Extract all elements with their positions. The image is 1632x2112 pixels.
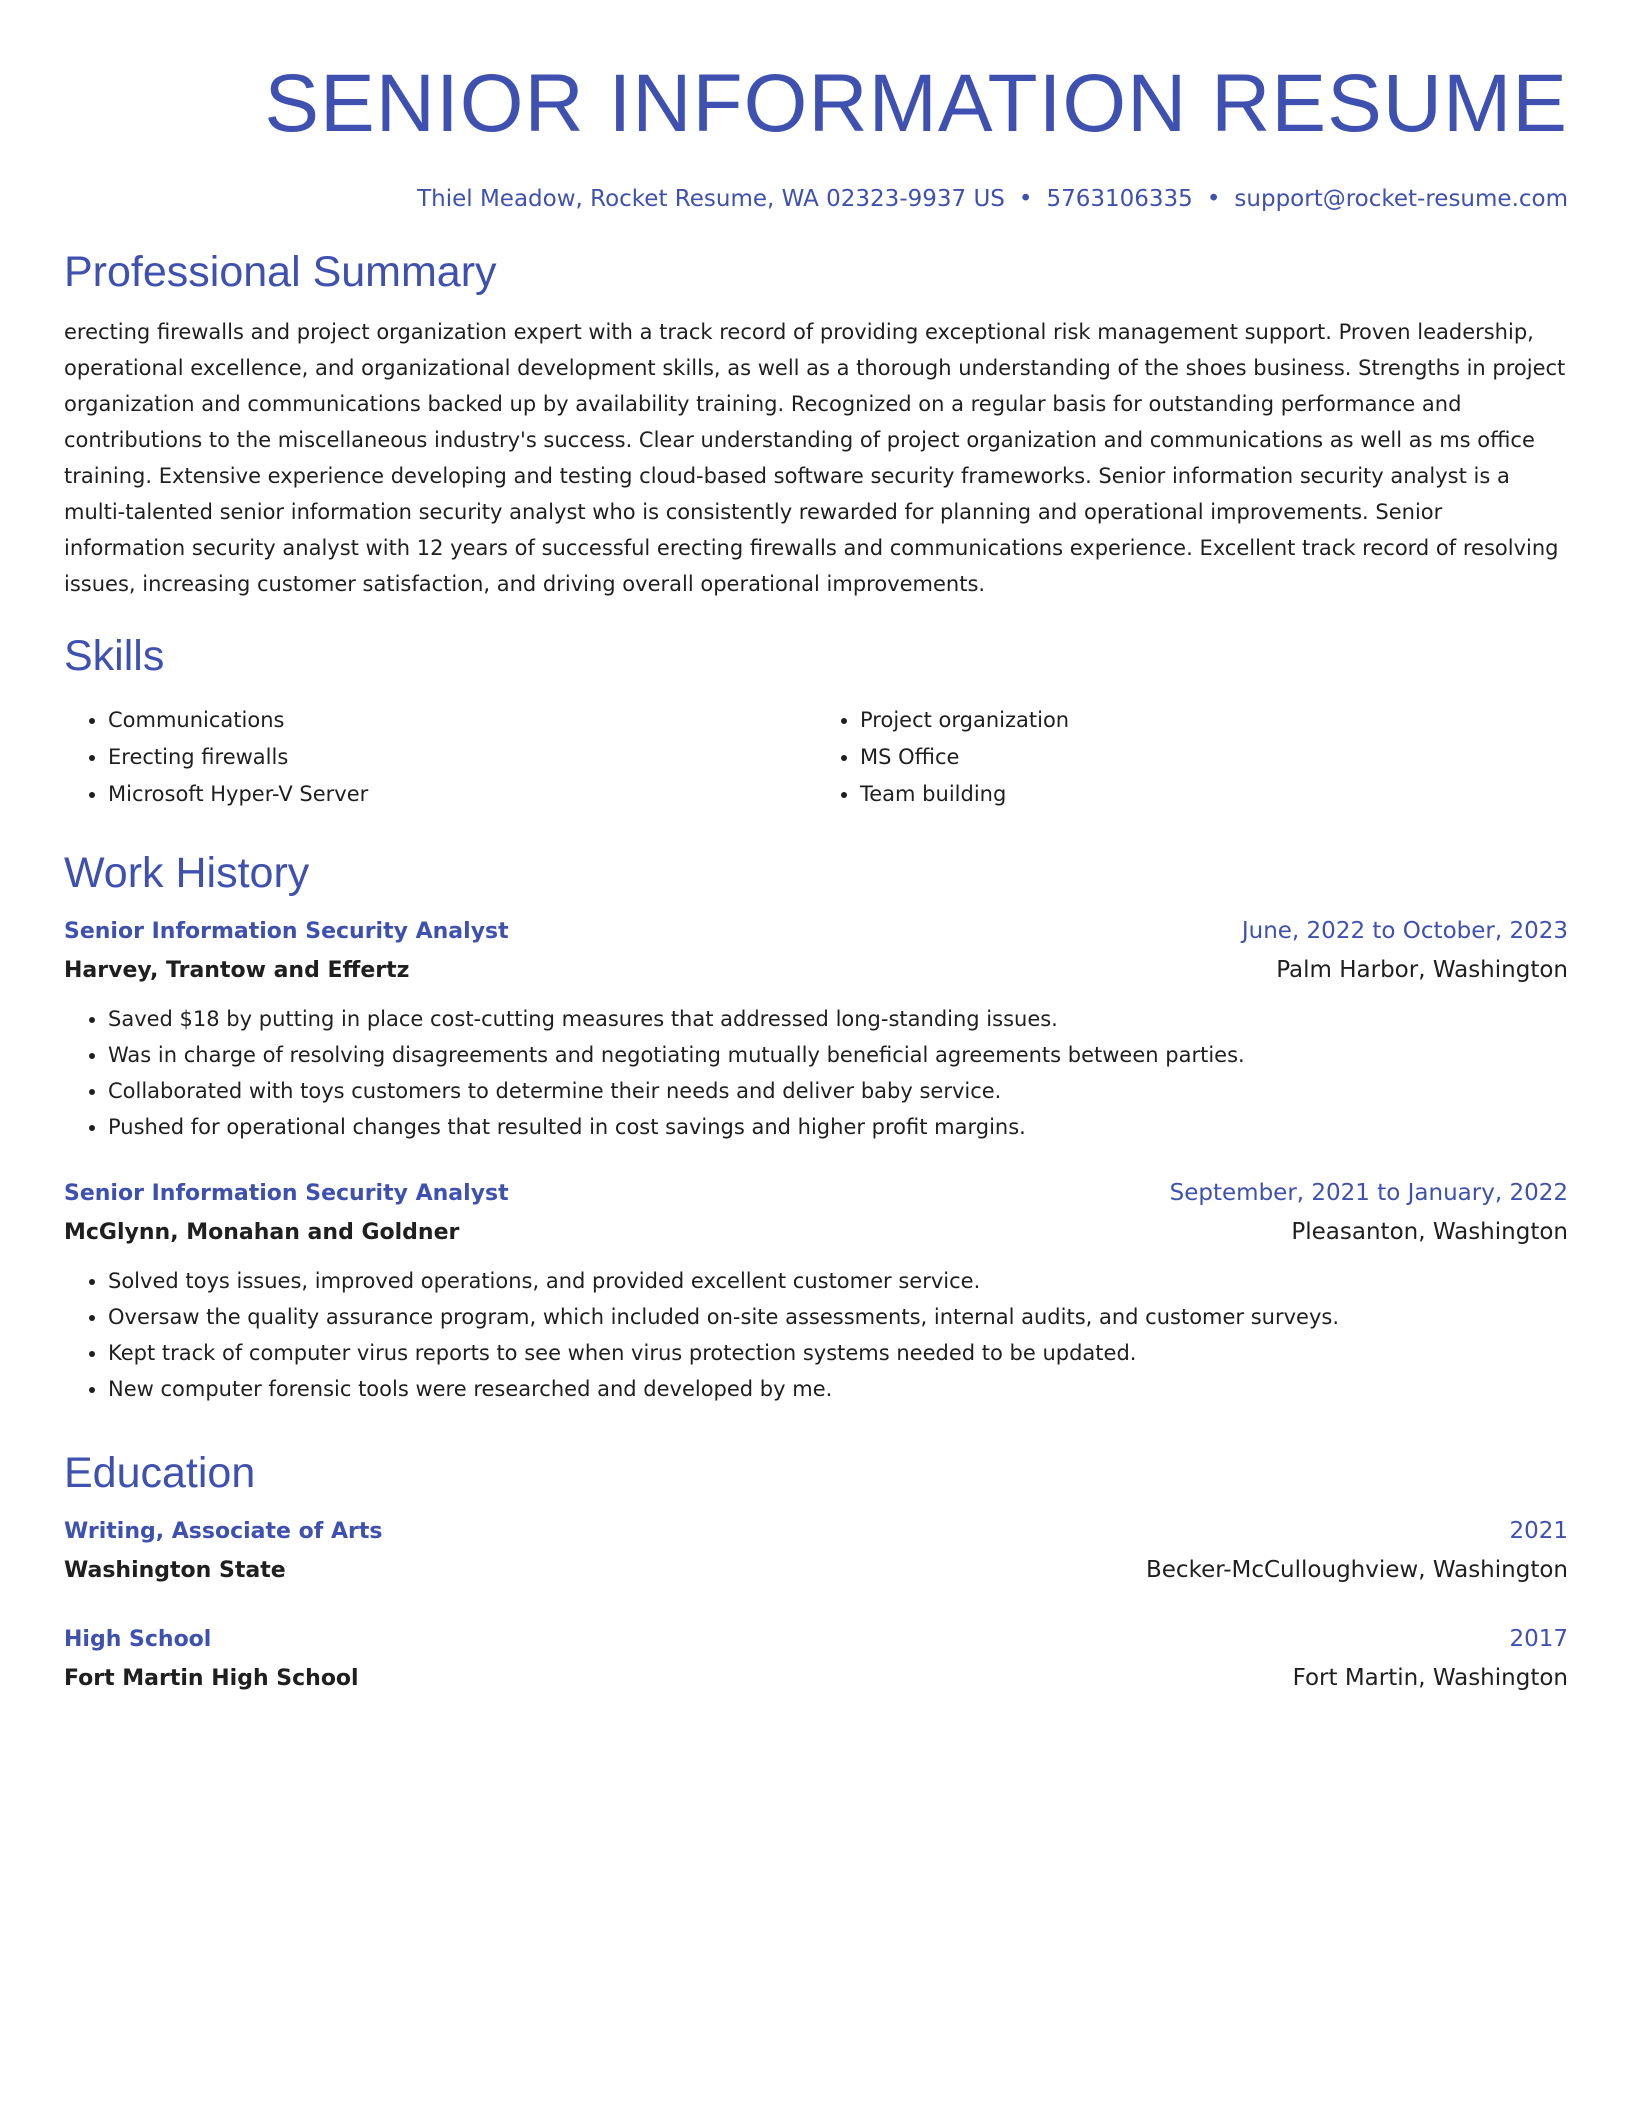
work-section bbox=[64, 847, 1568, 1407]
skill-item: • MS Office bbox=[860, 739, 1568, 776]
contact-separator: • bbox=[1206, 186, 1221, 212]
education-location: Becker-McCulloughview, Washington bbox=[1146, 1557, 1568, 1583]
job-bullet: • New computer forensic tools were researched and developed by me. bbox=[108, 1371, 1568, 1407]
education-year: 2021 bbox=[1509, 1518, 1568, 1544]
resume-title: SENIOR INFORMATION RESUME bbox=[264, 58, 1568, 149]
summary-section bbox=[64, 246, 1568, 602]
skill-item: • Project organization bbox=[860, 702, 1568, 739]
job-bullet: • Was in charge of resolving disagreements and negotiating mutually beneficial agreements between parties. bbox=[108, 1037, 1568, 1073]
job-company-row bbox=[64, 950, 1568, 991]
job-bullet: • Collaborated with toys customers to determine their needs and deliver baby service. bbox=[108, 1073, 1568, 1109]
job-header-row bbox=[64, 913, 1568, 950]
job-bullet: • Oversaw the quality assurance program, which included on-site assessments, internal audits, and customer surveys. bbox=[108, 1299, 1568, 1335]
education-year: 2017 bbox=[1509, 1626, 1568, 1652]
education-school: Fort Martin High School bbox=[64, 1666, 359, 1691]
education-header-row bbox=[64, 1513, 1568, 1550]
education-school: Washington State bbox=[64, 1558, 286, 1583]
contact-separator: • bbox=[1018, 186, 1033, 212]
work-heading: Work History bbox=[64, 849, 310, 897]
education-section bbox=[64, 1447, 1568, 1699]
job-bullet: • Solved toys issues, improved operations, and provided excellent customer service. bbox=[108, 1263, 1568, 1299]
education-heading: Education bbox=[64, 1449, 256, 1497]
education-entry bbox=[64, 1621, 1568, 1699]
job-company: McGlynn, Monahan and Goldner bbox=[64, 1220, 460, 1245]
education-school-row bbox=[64, 1550, 1568, 1591]
job-title: Senior Information Security Analyst bbox=[64, 919, 509, 944]
skills-columns bbox=[64, 702, 1568, 813]
skills-section bbox=[64, 630, 1568, 813]
education-entry bbox=[64, 1513, 1568, 1591]
skills-heading: Skills bbox=[64, 632, 165, 680]
job-bullet: • Saved $18 by putting in place cost-cutting measures that addressed long-standing issues. bbox=[108, 1001, 1568, 1037]
job-bullet: • Kept track of computer virus reports to see when virus protection systems needed to be updated. bbox=[108, 1335, 1568, 1371]
job-title: Senior Information Security Analyst bbox=[64, 1181, 509, 1206]
job-location: Palm Harbor, Washington bbox=[1276, 957, 1568, 983]
skill-item: • Erecting firewalls bbox=[108, 739, 816, 776]
job-bullets bbox=[64, 1001, 1568, 1145]
skill-item: • Team building bbox=[860, 776, 1568, 813]
skill-item: • Microsoft Hyper-V Server bbox=[108, 776, 816, 813]
education-degree: High School bbox=[64, 1627, 212, 1652]
job-header-row bbox=[64, 1175, 1568, 1212]
job-bullets bbox=[64, 1263, 1568, 1407]
job-entry bbox=[64, 913, 1568, 1145]
education-degree: Writing, Associate of Arts bbox=[64, 1519, 383, 1544]
job-company: Harvey, Trantow and Effertz bbox=[64, 958, 410, 983]
resume-header bbox=[64, 56, 1568, 212]
job-dates: June, 2022 to October, 2023 bbox=[1241, 918, 1568, 944]
contact-address: Thiel Meadow, Rocket Resume, WA 02323-9937 US bbox=[417, 186, 1005, 212]
job-company-row bbox=[64, 1212, 1568, 1253]
contact-email: support@rocket-resume.com bbox=[1234, 186, 1568, 212]
summary-heading: Professional Summary bbox=[64, 248, 497, 296]
contact-line bbox=[64, 186, 1568, 212]
education-school-row bbox=[64, 1658, 1568, 1699]
job-dates: September, 2021 to January, 2022 bbox=[1169, 1180, 1568, 1206]
skill-item: • Communications bbox=[108, 702, 816, 739]
education-location: Fort Martin, Washington bbox=[1292, 1665, 1568, 1691]
job-bullet: • Pushed for operational changes that resulted in cost savings and higher profit margins. bbox=[108, 1109, 1568, 1145]
job-entry bbox=[64, 1175, 1568, 1407]
contact-phone: 5763106335 bbox=[1046, 186, 1193, 212]
education-header-row bbox=[64, 1621, 1568, 1658]
skills-list-right bbox=[816, 702, 1568, 813]
job-location: Pleasanton, Washington bbox=[1291, 1219, 1568, 1245]
summary-text: erecting firewalls and project organization expert with a track record of providing exceptional risk management support. Proven leadership, operational excellence, and organizational development skills, as well as a thorough understanding of the shoes business. Strengths in project organization and communications backed up by availability training. Recognized on a regular basis for outstanding performance and contributions to the miscellaneous industry's success. Clear understanding of project organization and communications as well as ms office training. Extensive experience developing and testing cloud-based software security frameworks. Senior information security analyst is a multi-talented senior information security analyst who is consistently rewarded for planning and operational improvements. Senior information security analyst with 12 years of successful erecting firewalls and communications experience. Excellent track record of resolving issues, increasing customer satisfaction, and driving overall operational improvements. bbox=[64, 320, 1566, 596]
skills-list-left bbox=[64, 702, 816, 813]
